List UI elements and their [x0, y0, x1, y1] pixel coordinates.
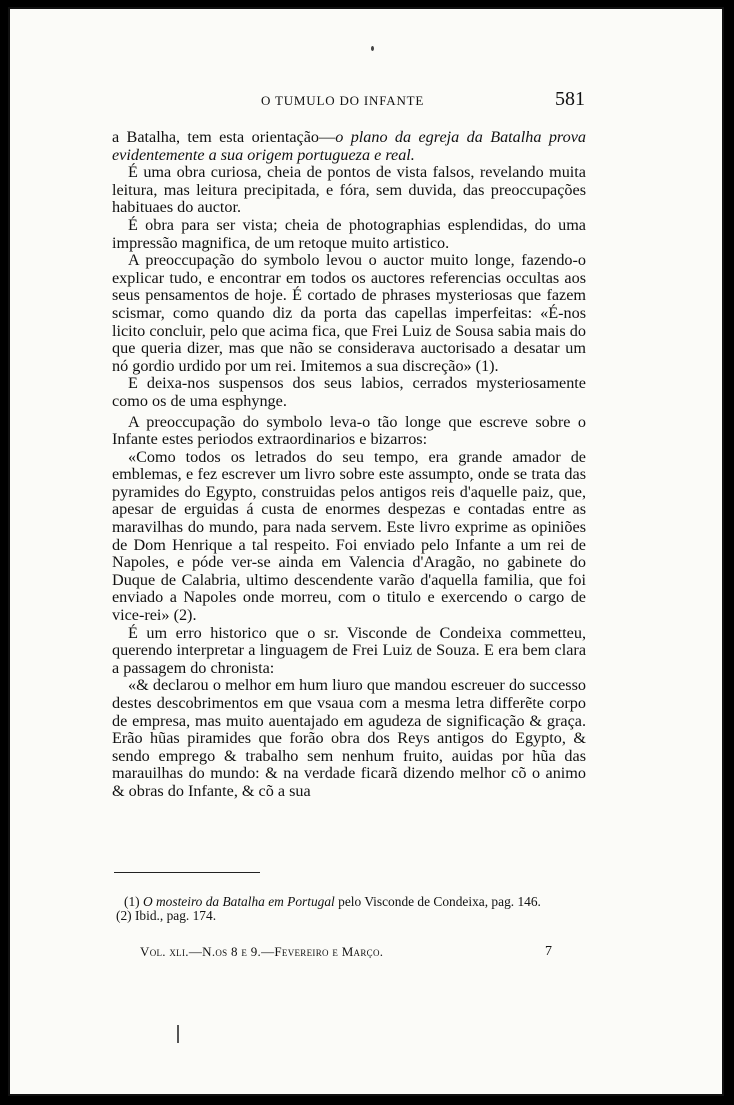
footnote-text: pelo Visconde de Condeixa, pag. 146.: [338, 894, 541, 909]
paragraph: A preoccupação do symbolo leva-o tão longe que escreve sobre o Infante estes periodos extraordinarios e bizarros:: [112, 412, 586, 449]
page-number: 581: [555, 88, 585, 110]
paragraph: É um erro historico que o sr. Visconde de Condeixa commetteu, querendo interpretar a linguagem de Frei Luiz de Souza. E era bem clara a passagem do chronista:: [112, 623, 586, 677]
emphasis-text: o plano da egreja da Batalha prova evidentemente a sua origem portugueza e real.: [112, 128, 586, 164]
footnote-1: [114, 895, 586, 909]
footnotes: [114, 895, 586, 923]
margin-mark: [177, 1025, 179, 1043]
footnote-title: O mosteiro da Batalha em Portugal: [142, 894, 335, 909]
footnote-rule: [114, 872, 260, 873]
paragraph: É obra para ser vista; cheia de photographias esplendidas, do uma impressão magnifica, de um retoque muito artistico.: [112, 215, 586, 252]
paragraph: E deixa-nos suspensos dos seus labios, cerrados mysteriosamente como os de uma esphynge.: [112, 374, 586, 410]
running-title: O TUMULO DO INFANTE: [261, 93, 425, 108]
signature-mark: 7: [545, 944, 552, 959]
quote-paragraph: «& declarou o melhor em hum liuro que mandou escreuer do successo destes descobrimentos em que vsaua com a mesma letra differẽte corpo de empresa, mas muito auentajado em agudeza de significação & graça. Erão hũas piramides que forão obra dos Reys antigos do Egypto, & sendo emprego & trabalho sem nenhum fruito, auidas por hũa das marauilhas do mundo: & na verdade ficarã dizendo melhor cõ o animo & obras do Infante, & cõ a sua: [112, 676, 586, 800]
signature-line: [140, 944, 552, 962]
footnote-marker: (1): [124, 894, 140, 909]
ink-speck: [371, 46, 374, 51]
paragraph: [112, 129, 586, 164]
paragraph: É uma obra curiosa, cheia de pontos de vista falsos, revelando muita leitura, mas leitura precipitada, e fóra, sem duvida, das preoccupações habituaes do auctor.: [112, 163, 586, 217]
body-text: [112, 129, 586, 801]
paragraph: A preoccupação do symbolo levou o auctor muito longe, fazendo-o explicar tudo, e encontrar em todos os auctores referencias occultas aos seus pensamentos de hoje. É cortado de phrases mysteriosas que fazem scismar, como quando diz da porta das capellas imperfeitas: «É-nos licito concluir, pelo que acima fica, que Frei Luiz de Sousa sabia mais do que queria dizer, mas que não se considerava auctorisado a desatar um nó gordio urdido por um rei. Imitemos a sua discreção» (1).: [112, 251, 586, 375]
quote-paragraph: «Como todos os letrados do seu tempo, era grande amador de emblemas, e fez escrever um livro sobre este assumpto, onde se trata das pyramides do Egypto, construidas pelos antigos reis d'aquelle paiz, que, apesar de erguidas á custa de enormes despezas e contadas entre as maravilhas do mundo, para nada servem. Este livro exprime as opiniões de Dom Henrique a tal respeito. Foi enviado pelo Infante a um rei de Napoles, e póde ver-se ainda em Valencia d'Aragão, no gabinete do Duque de Calabria, ultimo descendente varão d'aquella familia, que foi enviado a Napoles onde morreu, com o titulo e exercendo o cargo de vice-rei» (2).: [112, 447, 586, 625]
page-header: [255, 88, 585, 114]
paragraph-text: a Batalha, tem esta orientação—: [112, 128, 336, 146]
footnote-2: (2) Ibid., pag. 174.: [116, 908, 217, 923]
volume-info: Vol. xli.—N.os 8 e 9.—Fevereiro e Março.: [140, 944, 384, 959]
